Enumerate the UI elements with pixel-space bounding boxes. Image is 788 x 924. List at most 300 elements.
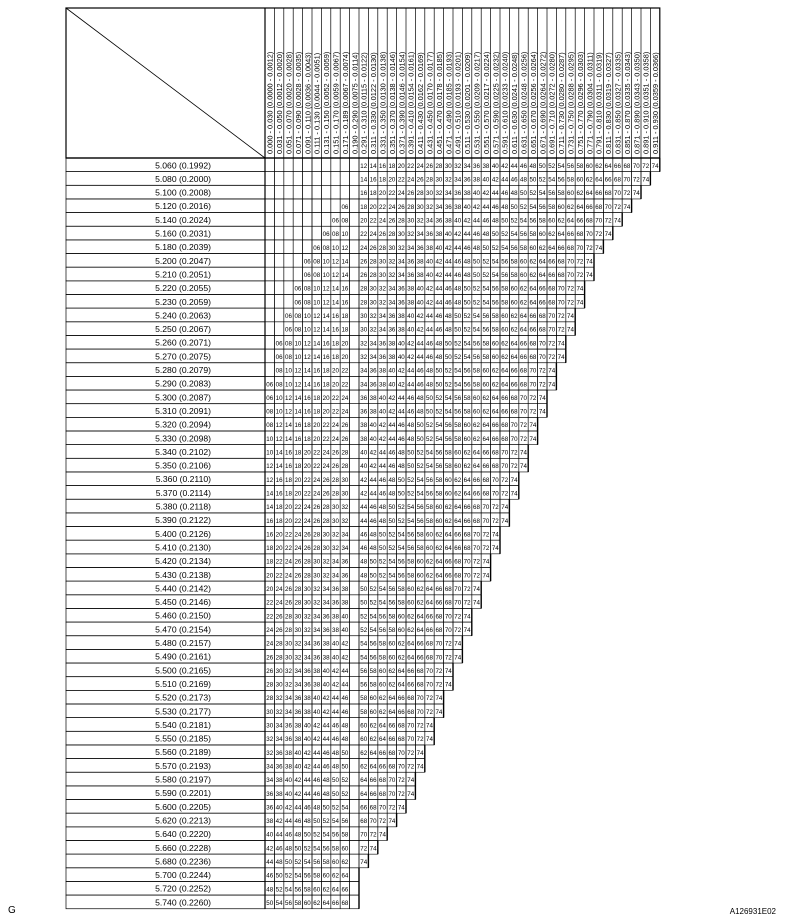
cell-value: 40 xyxy=(266,831,274,839)
row-header: 5.270 (0.2075) xyxy=(155,351,211,362)
cell-value: 74 xyxy=(501,517,509,525)
cell-value: 68 xyxy=(501,435,509,443)
cell-value: 56 xyxy=(501,258,509,266)
table-cell xyxy=(274,185,283,199)
cell-value: 70 xyxy=(444,626,452,634)
cell-value: 66 xyxy=(397,695,405,703)
column-header: 0.031 - 0.050 (0.0012 - 0.0020) xyxy=(275,51,285,154)
cell-value: 32 xyxy=(407,231,415,239)
cell-value: 08 xyxy=(285,353,292,361)
cell-value: 20 xyxy=(285,504,292,512)
cell-value: 58 xyxy=(360,708,368,716)
cell-value: 16 xyxy=(332,313,339,320)
cell-value: 72 xyxy=(435,667,443,675)
cell-value: 70 xyxy=(614,190,621,198)
cell-value: 42 xyxy=(491,176,499,184)
cell-value: 52 xyxy=(529,190,537,198)
cell-value: 66 xyxy=(341,886,349,894)
cell-value: 68 xyxy=(426,654,433,662)
cell-value: 18 xyxy=(332,353,339,361)
cell-value: 64 xyxy=(548,244,556,252)
cell-value: 58 xyxy=(426,517,433,525)
cell-value: 22 xyxy=(285,545,292,553)
cell-value: 58 xyxy=(501,299,509,307)
cell-value: 70 xyxy=(397,763,405,771)
table-cell xyxy=(350,404,359,418)
cell-value: 52 xyxy=(435,408,443,416)
cell-value: 14 xyxy=(322,313,330,320)
column-header: 0.371 - 0.390 (0.0146 - 0.0154) xyxy=(397,51,407,154)
cell-value: 20 xyxy=(275,545,283,553)
cell-value: 30 xyxy=(303,599,311,607)
cell-value: 62 xyxy=(360,749,368,757)
cell-value: 20 xyxy=(379,190,386,198)
cell-value: 30 xyxy=(275,681,283,689)
cell-value: 60 xyxy=(538,231,546,239)
cell-value: 70 xyxy=(520,408,527,416)
cell-value: 06 xyxy=(285,326,292,334)
cell-value: 64 xyxy=(397,681,405,689)
cell-value: 58 xyxy=(416,545,424,553)
cell-value: 52 xyxy=(473,285,480,293)
table-cell xyxy=(331,172,340,186)
cell-value: 28 xyxy=(285,626,292,634)
row-header: 5.740 (0.2260) xyxy=(155,897,211,908)
table-cell xyxy=(293,185,302,199)
cell-value: 68 xyxy=(379,777,386,785)
table-cell xyxy=(293,213,302,227)
cell-value: 06 xyxy=(294,299,302,307)
cell-value: 46 xyxy=(444,299,452,307)
cell-value: 44 xyxy=(482,203,490,211)
cell-value: 24 xyxy=(379,217,386,225)
cell-value: 68 xyxy=(595,203,603,211)
cell-value: 72 xyxy=(538,381,546,389)
row-header: 5.500 (0.2165) xyxy=(155,665,211,676)
cell-value: 70 xyxy=(557,299,565,307)
cell-value: 62 xyxy=(491,367,499,375)
cell-value: 10 xyxy=(322,272,330,280)
cell-value: 20 xyxy=(341,340,349,348)
cell-value: 40 xyxy=(313,695,321,703)
cell-value: 12 xyxy=(313,313,321,320)
cell-value: 22 xyxy=(303,490,311,498)
cell-value: 52 xyxy=(341,790,349,798)
column-header: 0.611 - 0.630 (0.0241 - 0.0248) xyxy=(510,52,520,154)
row-header: 5.080 (0.2000) xyxy=(155,173,211,184)
cell-value: 56 xyxy=(454,394,462,402)
cell-value: 30 xyxy=(266,708,274,716)
cell-value: 40 xyxy=(303,722,311,730)
cell-value: 48 xyxy=(322,777,330,785)
cell-value: 14 xyxy=(360,176,368,184)
table-cell xyxy=(350,772,359,786)
cell-value: 70 xyxy=(529,367,537,375)
cell-value: 56 xyxy=(426,490,433,498)
cell-value: 32 xyxy=(266,736,274,744)
cell-value: 58 xyxy=(341,831,349,839)
cell-value: 66 xyxy=(482,463,490,471)
cell-value: 56 xyxy=(435,449,443,457)
table-cell xyxy=(350,540,359,554)
cell-value: 06 xyxy=(294,285,302,293)
cell-value: 36 xyxy=(285,736,292,744)
cell-value: 46 xyxy=(407,408,415,416)
cell-value: 16 xyxy=(341,285,349,293)
cell-value: 18 xyxy=(285,476,292,484)
cell-value: 40 xyxy=(322,667,330,675)
cell-value: 62 xyxy=(369,736,377,744)
cell-value: 64 xyxy=(463,476,471,484)
cell-value: 34 xyxy=(285,708,292,716)
cell-value: 32 xyxy=(275,708,283,716)
cell-value: 62 xyxy=(463,449,471,457)
cell-value: 58 xyxy=(444,463,452,471)
cell-value: 58 xyxy=(369,667,377,675)
cell-value: 62 xyxy=(510,326,518,334)
table-cell xyxy=(321,185,330,199)
cell-value: 48 xyxy=(397,449,405,457)
row-header: 5.640 (0.2220) xyxy=(155,829,211,840)
cell-value: 72 xyxy=(520,422,527,430)
cell-value: 40 xyxy=(435,244,443,252)
table-cell xyxy=(350,322,359,336)
cell-value: 66 xyxy=(510,367,518,375)
cell-value: 40 xyxy=(379,394,386,402)
table-cell xyxy=(350,199,359,213)
cell-value: 56 xyxy=(567,162,574,170)
cell-value: 26 xyxy=(322,490,330,498)
cell-value: 26 xyxy=(275,613,283,621)
cell-value: 54 xyxy=(388,558,396,566)
cell-value: 58 xyxy=(426,504,433,512)
cell-value: 74 xyxy=(454,640,462,648)
cell-value: 48 xyxy=(341,722,349,730)
cell-value: 74 xyxy=(463,626,471,634)
cell-value: 16 xyxy=(322,353,330,361)
column-header: 0.000 - 0.030 (0.0000 - 0.0012) xyxy=(265,51,275,154)
column-header: 0.131 - 0.150 (0.0052 - 0.0059) xyxy=(322,51,332,154)
cell-value: 36 xyxy=(294,695,302,703)
cell-value: 70 xyxy=(595,217,603,225)
cell-value: 50 xyxy=(454,326,462,334)
cell-value: 58 xyxy=(454,435,462,443)
cell-value: 42 xyxy=(435,272,443,280)
cell-value: 32 xyxy=(285,681,292,689)
corner-label: G xyxy=(8,905,16,916)
cell-value: 36 xyxy=(360,394,368,402)
cell-value: 32 xyxy=(379,285,386,293)
cell-value: 18 xyxy=(285,490,292,498)
cell-value: 62 xyxy=(463,463,471,471)
table-row xyxy=(66,513,509,527)
cell-value: 52 xyxy=(510,217,518,225)
cell-value: 26 xyxy=(303,545,311,553)
cell-value: 62 xyxy=(444,504,452,512)
cell-value: 52 xyxy=(444,381,452,389)
cell-value: 26 xyxy=(322,476,330,484)
cell-value: 36 xyxy=(341,572,349,580)
cell-value: 66 xyxy=(576,217,584,225)
row-header: 5.300 (0.2087) xyxy=(155,392,211,403)
cell-value: 62 xyxy=(388,667,396,675)
table-cell xyxy=(284,158,293,172)
cell-value: 42 xyxy=(275,818,283,826)
cell-value: 30 xyxy=(332,504,339,512)
cell-value: 10 xyxy=(294,340,302,348)
cell-value: 40 xyxy=(482,176,490,184)
cell-value: 56 xyxy=(369,654,377,662)
cell-value: 46 xyxy=(388,449,396,457)
cell-value: 46 xyxy=(510,176,518,184)
cell-value: 58 xyxy=(416,531,424,539)
cell-value: 46 xyxy=(416,381,424,389)
table-row xyxy=(66,376,556,390)
cell-value: 72 xyxy=(529,394,537,402)
cell-value: 64 xyxy=(454,517,462,525)
cell-value: 08 xyxy=(294,313,302,320)
cell-value: 26 xyxy=(294,572,302,580)
cell-value: 44 xyxy=(407,367,415,375)
cell-value: 06 xyxy=(303,272,311,280)
row-header: 5.400 (0.2126) xyxy=(155,528,211,539)
cell-value: 72 xyxy=(642,162,650,170)
cell-value: 54 xyxy=(397,531,405,539)
cell-value: 62 xyxy=(482,408,490,416)
cell-value: 56 xyxy=(548,190,556,198)
cell-value: 42 xyxy=(369,463,377,471)
table-cell xyxy=(293,172,302,186)
cell-value: 08 xyxy=(275,367,283,375)
cell-value: 14 xyxy=(313,353,321,361)
header-diagonal xyxy=(66,8,265,158)
cell-value: 46 xyxy=(482,217,490,225)
cell-value: 70 xyxy=(567,258,574,266)
cell-value: 28 xyxy=(266,695,274,703)
cell-value: 30 xyxy=(285,640,292,648)
cell-value: 28 xyxy=(426,176,433,184)
cell-value: 14 xyxy=(275,449,283,457)
cell-value: 28 xyxy=(341,449,349,457)
cell-value: 26 xyxy=(275,626,283,634)
table-cell xyxy=(274,281,283,295)
cell-value: 48 xyxy=(407,422,415,430)
cell-value: 72 xyxy=(548,340,556,348)
cell-value: 46 xyxy=(397,422,405,430)
table-cell xyxy=(331,185,340,199)
cell-value: 38 xyxy=(303,708,311,716)
table-cell xyxy=(265,185,274,199)
cell-value: 72 xyxy=(426,708,433,716)
cell-value: 26 xyxy=(285,599,292,607)
table-row xyxy=(66,445,528,459)
cell-value: 26 xyxy=(426,162,433,170)
cell-value: 24 xyxy=(275,599,283,607)
table-cell xyxy=(350,390,359,404)
cell-value: 46 xyxy=(454,258,462,266)
cell-value: 44 xyxy=(322,722,330,730)
cell-value: 22 xyxy=(341,367,349,375)
cell-value: 50 xyxy=(388,504,396,512)
cell-value: 36 xyxy=(379,340,386,348)
table-cell xyxy=(293,226,302,240)
cell-value: 46 xyxy=(341,708,349,716)
cell-value: 74 xyxy=(585,258,593,266)
table-cell xyxy=(340,185,349,199)
cell-value: 62 xyxy=(379,708,386,716)
column-header: 0.491 - 0.510 (0.0193 - 0.0201) xyxy=(453,51,463,154)
cell-value: 16 xyxy=(322,340,330,348)
cell-value: 28 xyxy=(285,613,292,621)
cell-value: 26 xyxy=(407,190,415,198)
cell-value: 36 xyxy=(341,558,349,566)
table-row xyxy=(66,690,444,704)
cell-value: 70 xyxy=(510,422,518,430)
cell-value: 12 xyxy=(294,367,302,375)
cell-value: 50 xyxy=(285,859,292,866)
cell-value: 68 xyxy=(623,162,631,170)
cell-value: 66 xyxy=(444,558,452,566)
cell-value: 54 xyxy=(275,899,283,907)
cell-value: 72 xyxy=(491,517,499,525)
table-cell xyxy=(293,199,302,213)
cell-value: 62 xyxy=(520,299,527,307)
cell-value: 62 xyxy=(454,490,462,498)
cell-value: 28 xyxy=(294,599,302,607)
cell-value: 34 xyxy=(360,367,368,375)
cell-value: 20 xyxy=(332,381,339,389)
cell-value: 10 xyxy=(303,326,311,334)
cell-value: 60 xyxy=(454,463,462,471)
cell-value: 42 xyxy=(426,299,433,307)
cell-value: 60 xyxy=(491,353,499,361)
row-header: 5.220 (0.2055) xyxy=(155,283,211,294)
cell-value: 40 xyxy=(426,272,433,280)
column-header: 0.791 - 0.810 (0.0311 - 0.0319) xyxy=(594,52,604,154)
cell-value: 74 xyxy=(595,244,603,252)
cell-value: 54 xyxy=(454,367,462,375)
cell-value: 40 xyxy=(360,449,368,457)
cell-value: 74 xyxy=(444,681,452,689)
cell-value: 74 xyxy=(379,831,386,839)
row-header: 5.230 (0.2059) xyxy=(155,296,211,307)
cell-value: 26 xyxy=(360,272,368,280)
cell-value: 32 xyxy=(322,572,330,580)
cell-value: 16 xyxy=(275,476,283,484)
cell-value: 30 xyxy=(435,176,443,184)
cell-value: 54 xyxy=(416,490,424,498)
cell-value: 24 xyxy=(266,640,274,648)
cell-value: 50 xyxy=(294,845,302,853)
cell-value: 30 xyxy=(360,313,368,320)
cell-value: 54 xyxy=(341,804,349,812)
cell-value: 64 xyxy=(369,763,377,771)
cell-value: 38 xyxy=(275,790,283,798)
cell-value: 28 xyxy=(388,231,396,239)
cell-value: 66 xyxy=(369,790,377,798)
cell-value: 74 xyxy=(426,722,433,730)
cell-value: 70 xyxy=(501,449,509,457)
cell-value: 74 xyxy=(369,845,377,853)
cell-value: 68 xyxy=(397,736,405,744)
cell-value: 70 xyxy=(407,736,415,744)
cell-value: 36 xyxy=(397,285,405,293)
cell-value: 56 xyxy=(397,572,405,580)
cell-value: 58 xyxy=(444,449,452,457)
cell-value: 66 xyxy=(454,545,462,553)
cell-value: 60 xyxy=(369,695,377,703)
cell-value: 60 xyxy=(548,217,556,225)
cell-value: 20 xyxy=(266,586,274,593)
cell-value: 26 xyxy=(285,586,292,593)
cell-value: 72 xyxy=(491,504,499,512)
cell-value: 60 xyxy=(313,886,321,894)
table-cell xyxy=(265,158,274,172)
cell-value: 52 xyxy=(397,504,405,512)
cell-value: 20 xyxy=(341,353,349,361)
cell-value: 56 xyxy=(473,340,480,348)
cell-value: 66 xyxy=(463,504,471,512)
cell-value: 58 xyxy=(407,572,415,580)
cell-value: 48 xyxy=(454,285,462,293)
cell-value: 40 xyxy=(379,408,386,416)
cell-value: 46 xyxy=(303,804,311,812)
table-cell xyxy=(350,240,359,254)
table-cell xyxy=(350,881,359,895)
cell-value: 34 xyxy=(266,763,274,771)
cell-value: 18 xyxy=(275,504,283,512)
cell-value: 70 xyxy=(529,381,537,389)
cell-value: 26 xyxy=(369,244,377,252)
table-row xyxy=(66,786,415,800)
cell-value: 56 xyxy=(444,435,452,443)
table-cell xyxy=(350,267,359,281)
cell-value: 42 xyxy=(360,490,368,498)
cell-value: 52 xyxy=(360,613,368,621)
cell-value: 54 xyxy=(444,408,452,416)
row-header: 5.180 (0.2039) xyxy=(155,242,211,253)
cell-value: 64 xyxy=(435,572,443,580)
cell-value: 62 xyxy=(501,353,509,361)
table-cell xyxy=(350,185,359,199)
cell-value: 26 xyxy=(397,203,405,211)
cell-value: 32 xyxy=(444,176,452,184)
cell-value: 74 xyxy=(473,586,480,593)
cell-value: 56 xyxy=(416,504,424,512)
cell-value: 32 xyxy=(294,640,302,648)
column-header: 0.111 - 0.130 (0.0044 - 0.0051) xyxy=(312,52,322,154)
cell-value: 18 xyxy=(313,408,321,416)
cell-value: 38 xyxy=(332,626,339,634)
row-header: 5.240 (0.2063) xyxy=(155,310,211,321)
cell-value: 28 xyxy=(369,258,377,266)
cell-value: 14 xyxy=(266,490,274,498)
cell-value: 34 xyxy=(444,190,452,198)
cell-value: 42 xyxy=(303,763,311,771)
cell-value: 70 xyxy=(567,272,574,280)
cell-value: 44 xyxy=(491,190,499,198)
cell-value: 32 xyxy=(388,272,396,280)
cell-value: 24 xyxy=(294,531,302,539)
table-cell xyxy=(350,581,359,595)
cell-value: 68 xyxy=(444,586,452,593)
cell-value: 58 xyxy=(473,381,480,389)
cell-value: 18 xyxy=(322,367,330,375)
cell-value: 70 xyxy=(416,695,424,703)
cell-value: 48 xyxy=(426,367,433,375)
cell-value: 54 xyxy=(322,831,330,839)
cell-value: 72 xyxy=(585,244,593,252)
